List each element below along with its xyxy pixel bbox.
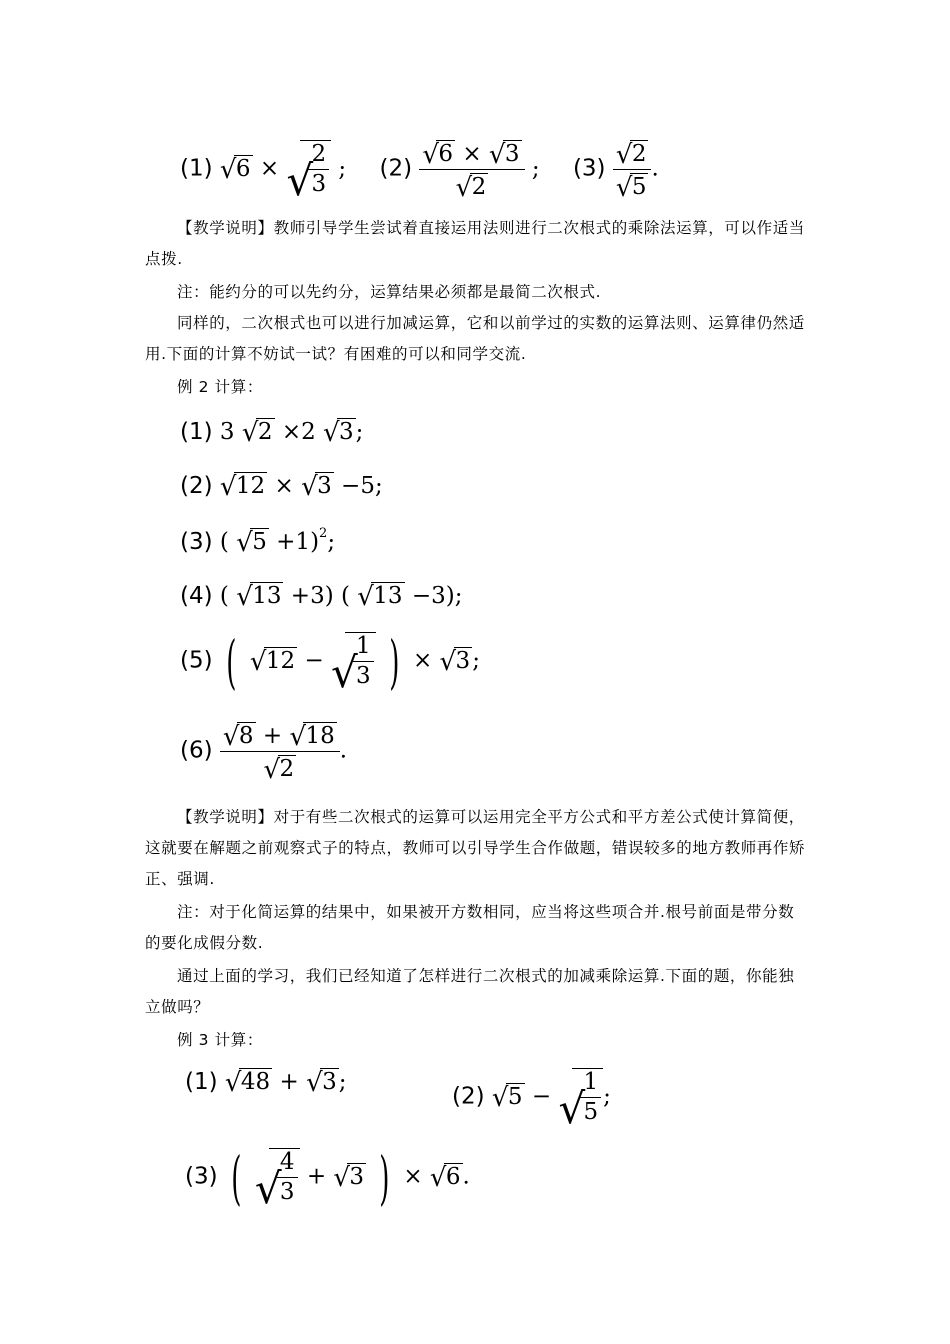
teaching-note-1: 【教学说明】教师引导学生尝试着直接运用法则进行二次根式的乘除法运算，可以作适当点拨. <box>145 219 805 268</box>
example3-title: 例 3 计算： <box>177 1031 263 1049</box>
times-sign: × <box>259 155 280 182</box>
example2-q6: (6) √ 8 + √ 18 √ 2 . <box>180 722 348 785</box>
intro-p1-label: (1) <box>180 155 213 182</box>
example2-title: 例 2 计算： <box>177 378 263 396</box>
similar-paragraph: 同样的，二次根式也可以进行加减运算，它和以前学过的实数的运算法则、运算律仍然适用.下面的计算不妨试一试？有困难的可以和同学交流. <box>145 314 805 363</box>
intro-p3-label: (3) <box>572 155 606 182</box>
example2-q4: (4) ( √ 13 +3) ( √ 13 −3); <box>180 582 463 612</box>
example2-q3: (3) ( √ 5 +1)$^2$; <box>180 526 336 558</box>
intro-p2-label: (2) <box>379 155 413 182</box>
intro-p2-sep: ; <box>531 155 540 182</box>
intro-p1-sep: ; <box>338 155 347 182</box>
example3-q2: (2) √ 5 − √ $\frac{1}{5}$ ; <box>452 1069 611 1133</box>
intro-p1-root-fraction: √ $\frac{2}{3}$ <box>286 140 331 196</box>
note-2: 注：对于化简运算的结果中，如果被开方数相同，应当将这些项合并.根号前面是带分数的要化成假分数. <box>145 903 795 952</box>
intro-p2-fraction: √ 6 × √ 3 √ 2 <box>419 140 524 199</box>
example2-q1: (1) 3 √ 2 ×2 √ 3; <box>180 418 364 448</box>
through-paragraph: 通过上面的学习，我们已经知道了怎样进行二次根式的加减乘除运算.下面的题，你能独立做吗？ <box>145 967 795 1016</box>
intro-p1-root: √ 6 <box>219 154 251 185</box>
example3-q3: (3) ( √ $\frac{4}{3}$ + √ 3 ) × √ 6. <box>185 1143 470 1213</box>
note-1: 注：能约分的可以先约分，运算结果必须都是最简二次根式. <box>177 283 602 301</box>
intro-exercises-row <box>180 140 659 205</box>
teaching-note-2: 【教学说明】对于有些二次根式的运算可以运用完全平方公式和平方差公式使计算简便，这就要在解题之前观察式子的特点，教师可以引导学生合作做题，错误较多的地方教师再作矫正、强调. <box>145 808 806 888</box>
intro-p3-fraction: √ 2 √ 5 <box>613 140 652 199</box>
example2-q5: (5) ( √ 12 − √ $\frac{1}{3}$ ) × √ 3; <box>180 627 480 697</box>
intro-p3-end: . <box>651 155 659 182</box>
example3-q1: (1) √ 48 + √ 3; <box>185 1068 347 1098</box>
example2-q2: (2) √ 12 × √ 3 −5; <box>180 472 383 502</box>
